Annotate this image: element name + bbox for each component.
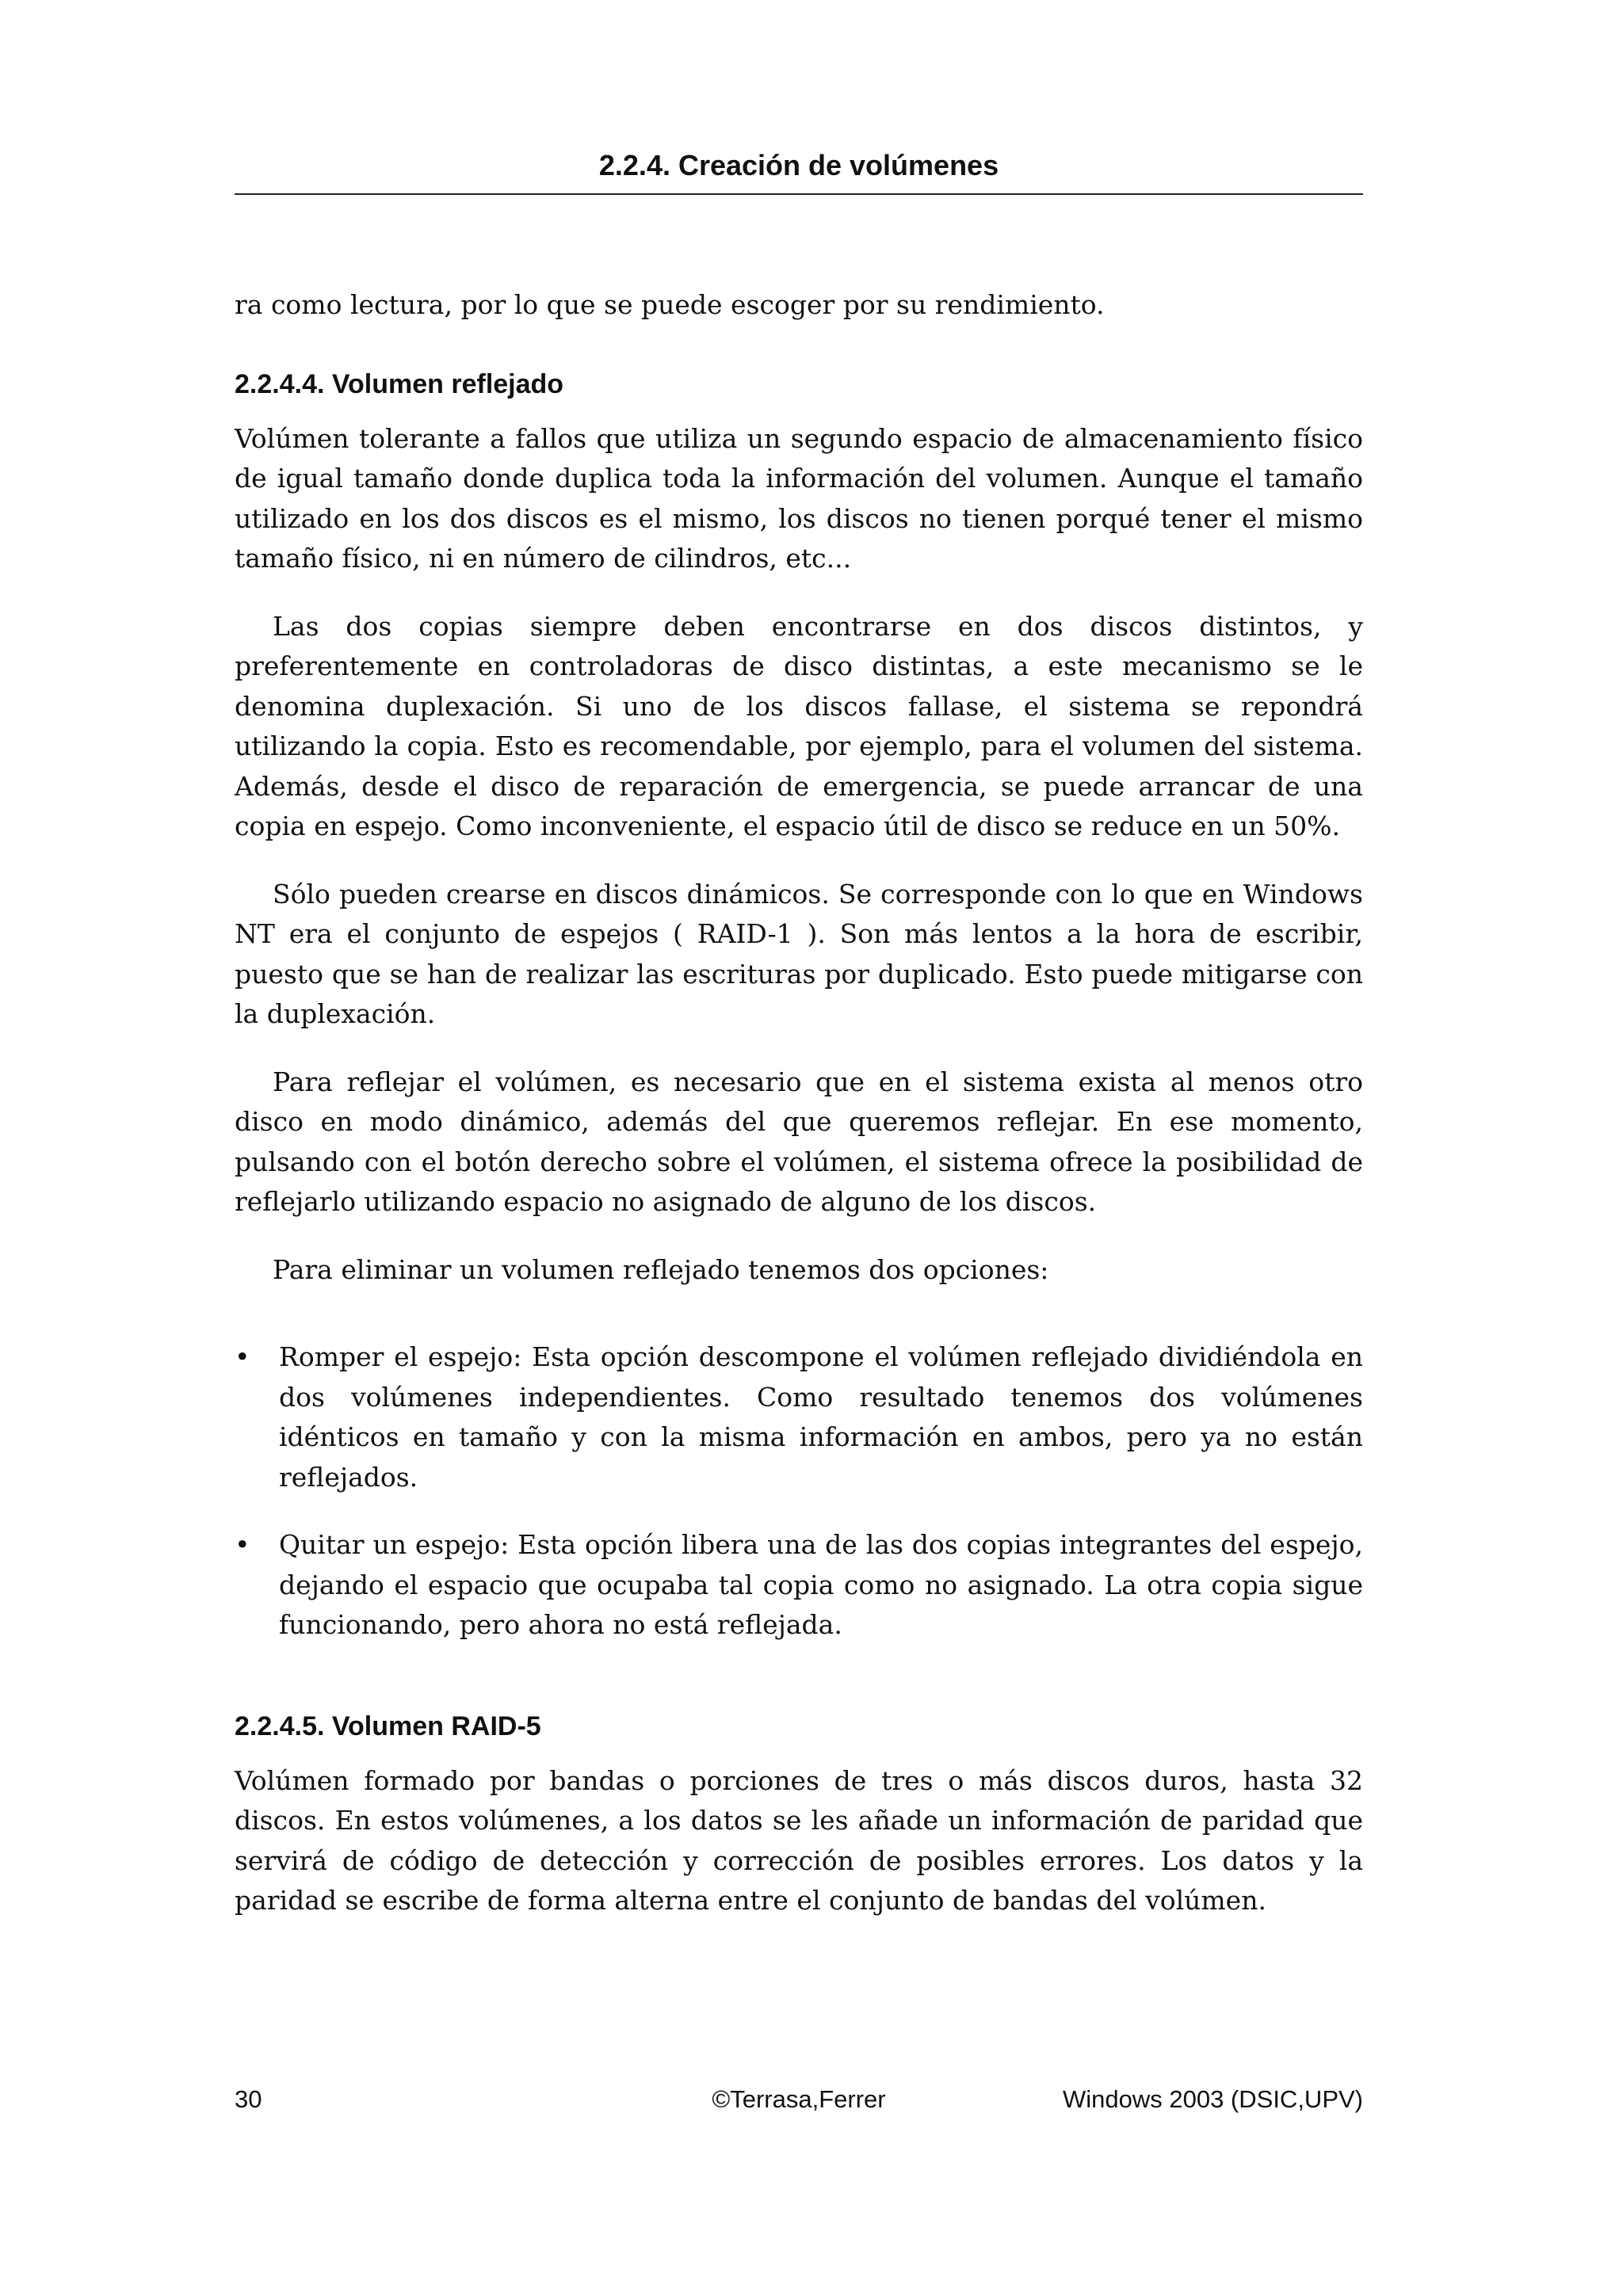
section-heading-mirrored-volume: 2.2.4.4. Volumen reflejado bbox=[235, 368, 564, 399]
bullet-icon: • bbox=[235, 1529, 250, 1560]
footer-book-title: Windows 2003 (DSIC,UPV) bbox=[1062, 2085, 1363, 2113]
section-heading-raid5-volume: 2.2.4.5. Volumen RAID-5 bbox=[235, 1711, 541, 1741]
paragraph: Las dos copias siempre deben encontrarse en dos discos distintos, y preferentemente en controladoras de disco distintas, a este mecanismo se le denomina duplexación. Si uno de los discos fallase, el sistema se repondrá utilizando la copia. Esto es recomendable, por ejemplo, para el volumen del sistema. Además, desde el disco de reparación de emergencia, se puede arrancar de una copia en espejo. Como inconveniente, el espacio útil de disco se reduce en un 50%. bbox=[235, 610, 1363, 841]
page-number: 30 bbox=[235, 2085, 262, 2113]
continued-paragraph: ra como lectura, por lo que se puede escoger por su rendimiento. bbox=[235, 289, 1105, 320]
paragraph: Volúmen tolerante a fallos que utiliza un segundo espacio de almacenamiento físico de igual tamaño donde duplica toda la información del volumen. Aunque el tamaño utilizado en los dos discos es el mismo, los discos no tienen porqué tener el mismo tamaño físico, ni en número de cilindros, etc... bbox=[235, 422, 1363, 574]
paragraph: Volúmen formado por bandas o porciones de tres o más discos duros, hasta 32 discos. En estos volúmenes, a los datos se les añade un información de paridad que servirá de código de detección y corrección de posibles errores. Los datos y la paridad se escribe de forma alterna entre el conjunto de bandas del volúmen. bbox=[235, 1764, 1363, 1916]
running-header: 2.2.4. Creación de volúmenes bbox=[598, 149, 999, 181]
bullet-icon: • bbox=[235, 1341, 250, 1372]
paragraph: Para reflejar el volúmen, es necesario que en el sistema exista al menos otro disco en modo dinámico, además del que queremos reflejar. En ese momento, pulsando con el botón derecho sobre el volúmen, el sistema ofrece la posibilidad de reflejarlo utilizando espacio no asignado de alguno de los discos. bbox=[235, 1066, 1363, 1217]
list-item-text: Romper el espejo: Esta opción descompone el volúmen reflejado dividiéndola en dos volúmenes independientes. Como resultado tenemos dos volúmenes idénticos en tamaño y con la misma información en ambos, pero ya no están reflejados. bbox=[279, 1341, 1363, 1493]
list-item bbox=[235, 1337, 1363, 1497]
list-item-text: Quitar un espejo: Esta opción libera una de las dos copias integrantes del espejo, dejando el espacio que ocupaba tal copia como no asignado. La otra copia sigue funcionando, pero ahora no está reflejada. bbox=[279, 1529, 1363, 1640]
header-rule bbox=[235, 193, 1363, 195]
paragraph: Para eliminar un volumen reflejado tenemos dos opciones: bbox=[273, 1253, 1049, 1285]
paragraph: Sólo pueden crearse en discos dinámicos. Se corresponde con lo que en Windows NT era el conjunto de espejos ( RAID-1 ). Son más lentos a la hora de escribir, puesto que se han de realizar las escrituras por duplicado. Esto puede mitigarse con la duplexación. bbox=[235, 878, 1363, 1029]
page-body bbox=[235, 285, 1363, 1949]
list-item bbox=[235, 1525, 1363, 1646]
options-list bbox=[235, 1337, 1363, 1646]
footer-copyright: ©Terrasa,Ferrer bbox=[712, 2085, 886, 2113]
